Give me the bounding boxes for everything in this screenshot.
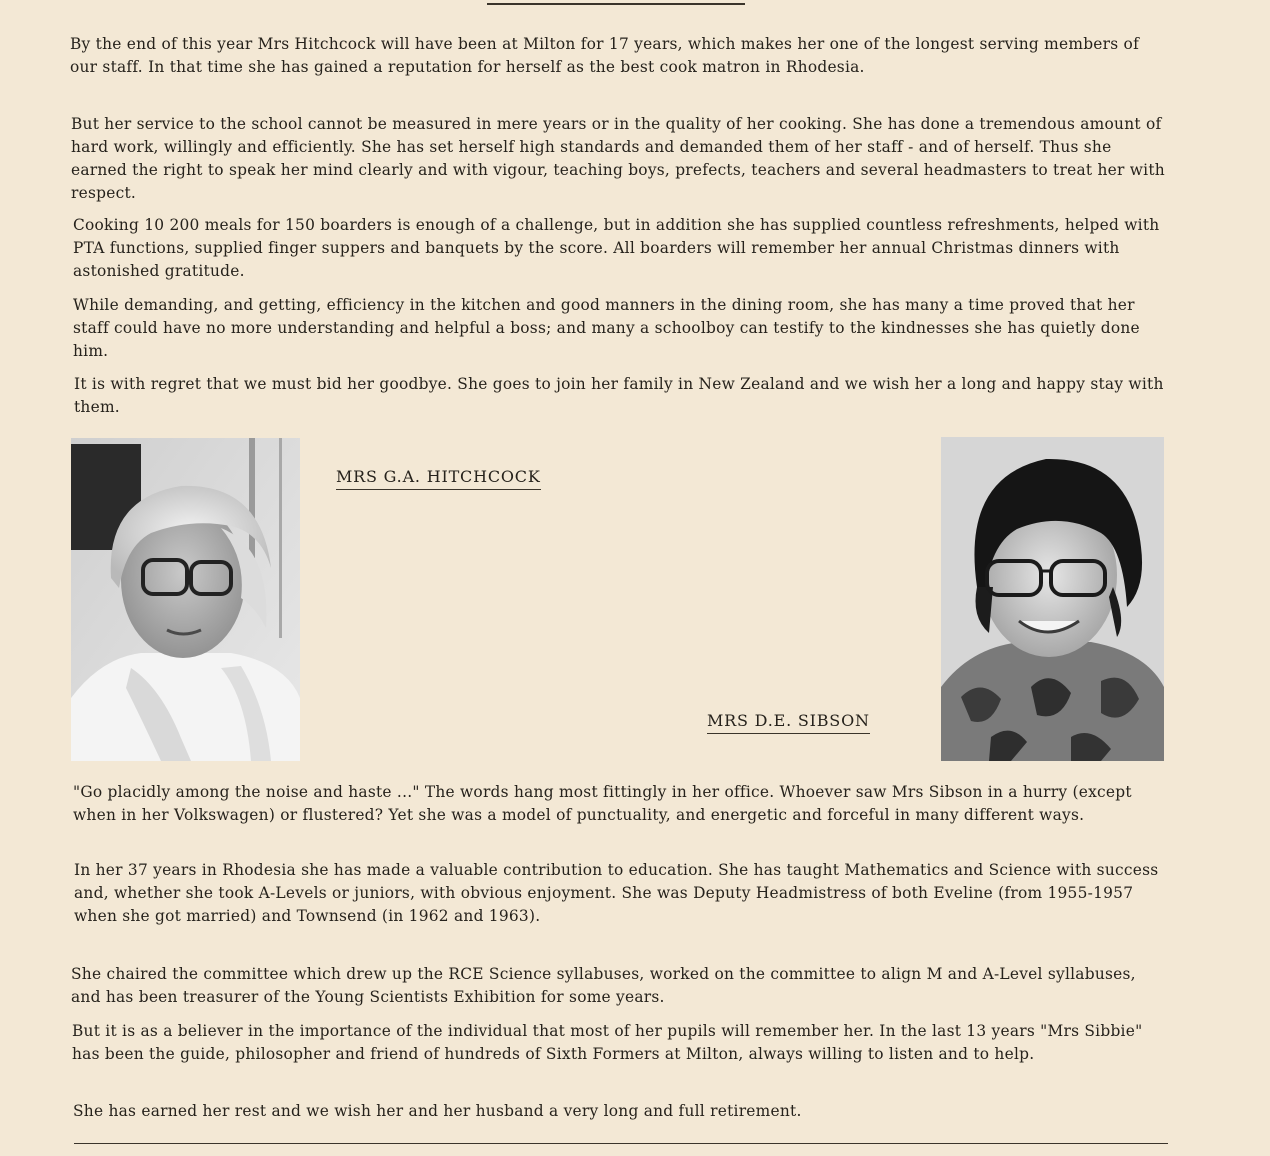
- hitchcock-portrait-photo: [71, 438, 300, 761]
- hitchcock-caption: MRS G.A. HITCHCOCK: [336, 467, 541, 490]
- sibson-paragraph-1: "Go placidly among the noise and haste ..." The words hang most fittingly in her office. Whoever saw Mrs Sibson in a hurry (except when in her Volkswagen) or flustered? Yet she was a model of punctuality, and energetic and forceful in many different ways.: [73, 783, 1132, 824]
- hitchcock-paragraph-3: Cooking 10 200 meals for 150 boarders is enough of a challenge, but in addition she has supplied countless refreshments, helped with PTA functions, supplied finger suppers and banquets by the score. All boarders will remember her annual Christmas dinners with astonished gratitude.: [73, 216, 1160, 280]
- hitchcock-paragraph-2: But her service to the school cannot be measured in mere years or in the quality of her cooking. She has done a tremendous amount of hard work, willingly and efficiently. She has set herself high standards and demanded them of her staff - and of herself. Thus she earned the right to speak her mind clearly and with vigour, teaching boys, prefects, teachers and several headmasters to treat her with respect.: [71, 115, 1165, 202]
- bottom-divider: [74, 1143, 1168, 1144]
- sibson-paragraph-3: She chaired the committee which drew up the RCE Science syllabuses, worked on the committee to align M and A-Level syllabuses, and has been treasurer of the Young Scientists Exhibition for some years.: [71, 965, 1136, 1006]
- hitchcock-paragraph-1: By the end of this year Mrs Hitchcock will have been at Milton for 17 years, which makes her one of the longest serving members of our staff. In that time she has gained a reputation for herself as the best cook matron in Rhodesia.: [70, 35, 1140, 76]
- sibson-paragraph-2: In her 37 years in Rhodesia she has made a valuable contribution to education. She has taught Mathematics and Science with success and, whether she took A-Levels or juniors, with obvious enjoyment. She was Deputy Headmistress of both Eveline (from 1955-1957 when she got married) and Townsend (in 1962 and 1963).: [74, 861, 1159, 925]
- hitchcock-paragraph-4: While demanding, and getting, efficiency in the kitchen and good manners in the dining room, she has many a time proved that her staff could have no more understanding and helpful a boss; and many a schoolboy can testify to the kindnesses she has quietly done him.: [73, 296, 1140, 360]
- sibson-paragraph-5: She has earned her rest and we wish her and her husband a very long and full retirement.: [73, 1102, 802, 1120]
- sibson-portrait-image: [941, 437, 1164, 761]
- sibson-paragraph-4: But it is as a believer in the importance of the individual that most of her pupils will remember her. In the last 13 years "Mrs Sibbie" has been the guide, philosopher and friend of hundreds of Sixth Formers at Milton, always willing to listen and to help.: [72, 1022, 1143, 1063]
- sibson-portrait-photo: [941, 437, 1164, 761]
- top-divider: [487, 3, 745, 5]
- hitchcock-portrait-image: [71, 438, 300, 761]
- hitchcock-paragraph-5: It is with regret that we must bid her goodbye. She goes to join her family in New Zealand and we wish her a long and happy stay with them.: [74, 375, 1164, 416]
- sibson-caption: MRS D.E. SIBSON: [707, 711, 870, 734]
